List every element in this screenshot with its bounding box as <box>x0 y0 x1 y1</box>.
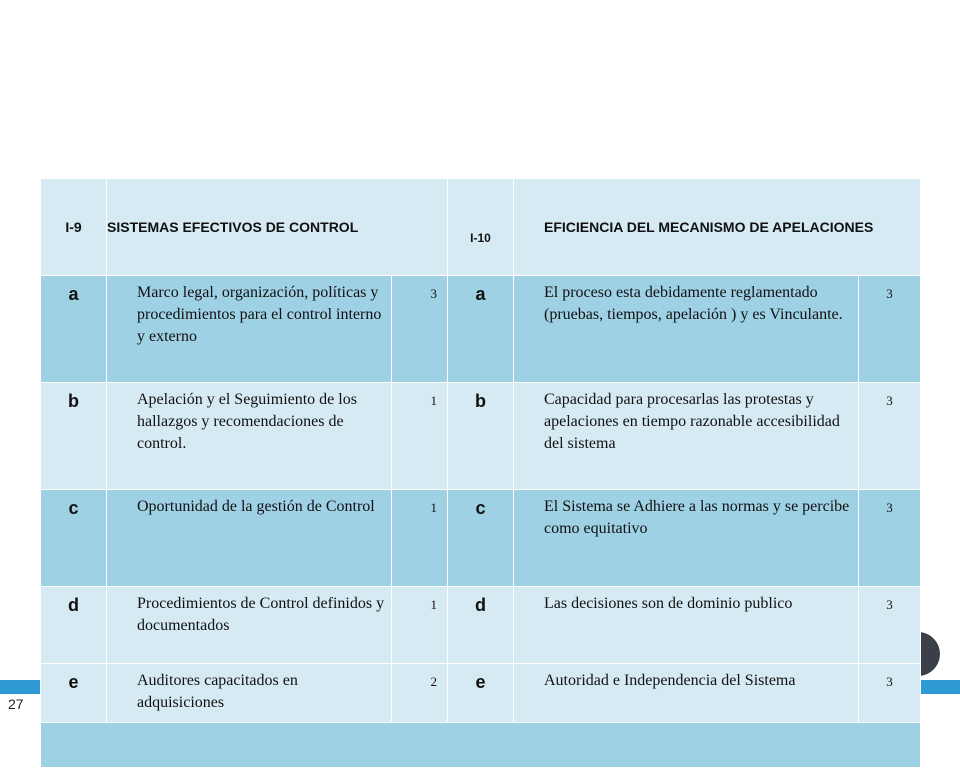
evaluation-table <box>40 178 921 768</box>
table-row <box>41 664 921 723</box>
right-row-score: 3 <box>859 276 921 383</box>
left-row-text: Apelación y el Seguimiento de los hallazgos y recomendaciones de control. <box>107 383 392 490</box>
left-row-letter: a <box>41 276 107 383</box>
table-header-row <box>41 179 921 276</box>
page-number: 27 <box>8 696 24 712</box>
right-row-letter: c <box>448 490 514 587</box>
right-row-text: Autoridad e Independencia del Sistema <box>514 664 859 723</box>
right-row-score: 3 <box>859 664 921 723</box>
table-footer-row <box>41 723 921 768</box>
right-row-letter: d <box>448 587 514 664</box>
left-row-score: 1 <box>392 490 448 587</box>
left-row-score: 2 <box>392 664 448 723</box>
right-row-text: Las decisiones son de dominio publico <box>514 587 859 664</box>
right-row-letter: b <box>448 383 514 490</box>
table-row <box>41 383 921 490</box>
right-row-text: El Sistema se Adhiere a las normas y se percibe como equitativo <box>514 490 859 587</box>
right-row-letter: e <box>448 664 514 723</box>
left-row-text: Procedimientos de Control definidos y documentados <box>107 587 392 664</box>
left-row-letter: d <box>41 587 107 664</box>
table-row <box>41 490 921 587</box>
table-row <box>41 276 921 383</box>
right-row-score: 3 <box>859 587 921 664</box>
left-row-score: 1 <box>392 383 448 490</box>
table-footer-cell <box>41 723 921 768</box>
left-section-title: SISTEMAS EFECTIVOS DE CONTROL <box>107 179 448 276</box>
left-row-text: Marco legal, organización, políticas y procedimientos para el control interno y externo <box>107 276 392 383</box>
right-section-code: I-10 <box>448 179 514 276</box>
left-section-code: I-9 <box>41 179 107 276</box>
left-row-letter: e <box>41 664 107 723</box>
left-row-letter: b <box>41 383 107 490</box>
table-row <box>41 587 921 664</box>
left-row-letter: c <box>41 490 107 587</box>
right-row-text: Capacidad para procesarlas las protestas y apelaciones en tiempo razonable accesibilidad del sistema <box>514 383 859 490</box>
left-row-text: Oportunidad de la gestión de Control <box>107 490 392 587</box>
left-row-score: 1 <box>392 587 448 664</box>
right-row-letter: a <box>448 276 514 383</box>
right-row-score: 3 <box>859 490 921 587</box>
left-row-score: 3 <box>392 276 448 383</box>
right-row-text: El proceso esta debidamente reglamentado (pruebas, tiempos, apelación ) y es Vinculante. <box>514 276 859 383</box>
right-section-title: EFICIENCIA DEL MECANISMO DE APELACIONES <box>514 179 921 276</box>
right-row-score: 3 <box>859 383 921 490</box>
left-row-text: Auditores capacitados en adquisiciones <box>107 664 392 723</box>
